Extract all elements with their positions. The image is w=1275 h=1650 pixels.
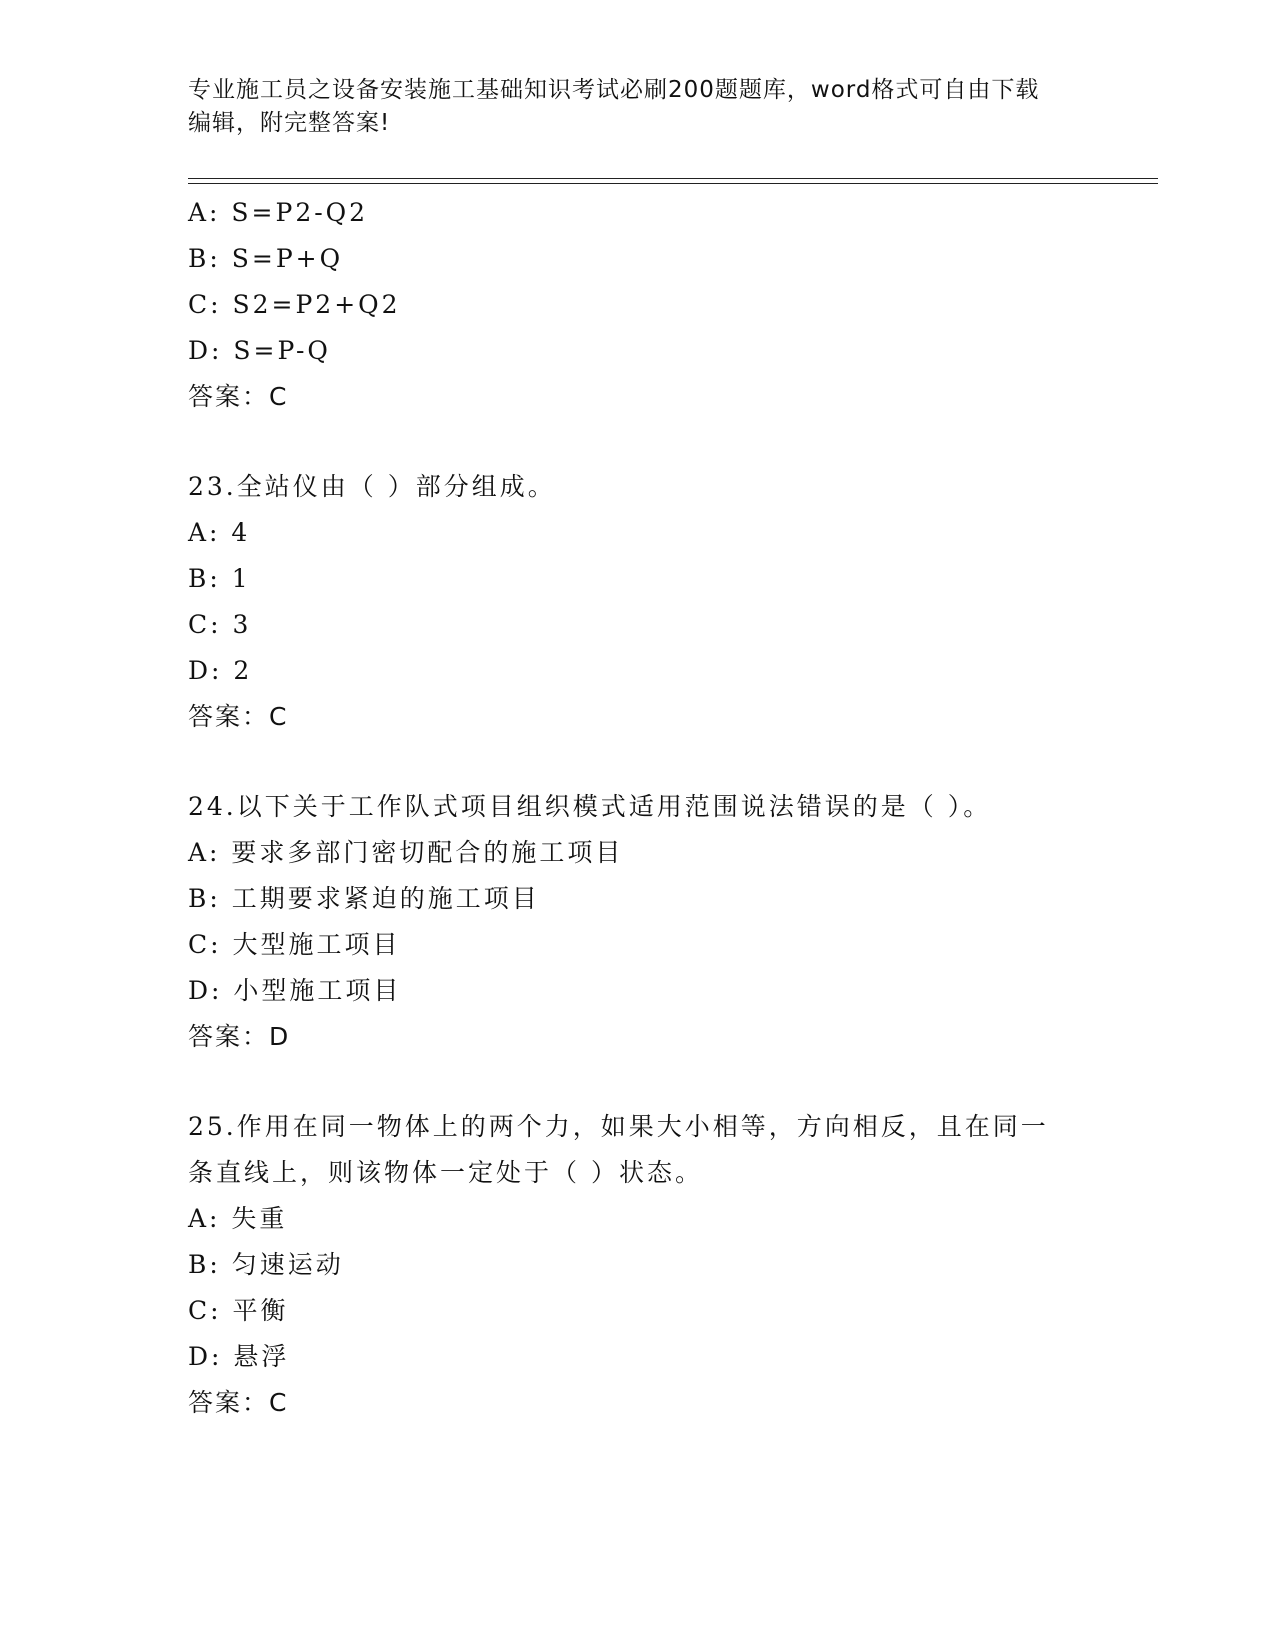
option-c: C: 平衡 [188, 1296, 289, 1325]
question-23 [188, 464, 1088, 740]
option-c: C: S2=P2+Q2 [188, 290, 401, 319]
document-header [188, 74, 1088, 140]
answer-line: 答案：D [188, 1022, 291, 1051]
option-d: D: S=P-Q [188, 336, 331, 365]
question-22-continued [188, 190, 1088, 420]
option-c: C: 3 [188, 610, 252, 639]
question-stem [188, 784, 1088, 830]
question-list [188, 190, 1088, 1426]
option-a: A: 4 [188, 518, 251, 547]
header-title-line-2: 编辑，附完整答案! [188, 110, 391, 136]
question-25 [188, 1104, 1088, 1426]
option-d: D: 悬浮 [188, 1342, 290, 1371]
question-stem-line: 23.全站仪由（ ）部分组成。 [188, 472, 556, 501]
option-d: D: 2 [188, 656, 253, 685]
option-b: B: 1 [188, 564, 251, 593]
option-b: B: S=P+Q [188, 244, 344, 273]
question-stem-line: 25.作用在同一物体上的两个力，如果大小相等，方向相反，且在同一 [188, 1112, 1049, 1141]
answer-line: 答案：C [188, 1388, 289, 1417]
option-c: C: 大型施工项目 [188, 930, 401, 959]
answer-line: 答案：C [188, 702, 289, 731]
option-a: A: 要求多部门密切配合的施工项目 [188, 838, 624, 867]
header-divider-bottom [188, 183, 1158, 184]
question-stem-line: 条直线上，则该物体一定处于（ ）状态。 [188, 1158, 703, 1187]
question-24 [188, 784, 1088, 1060]
header-title-line-1: 专业施工员之设备安装施工基础知识考试必刷200题题库，word格式可自由下载 [188, 77, 1040, 103]
answer-line: 答案：C [188, 382, 289, 411]
question-stem [188, 464, 1088, 510]
question-stem-line: 24.以下关于工作队式项目组织模式适用范围说法错误的是（ ）。 [188, 792, 992, 821]
option-a: A: S=P2-Q2 [188, 198, 369, 227]
option-b: B: 工期要求紧迫的施工项目 [188, 884, 540, 913]
option-a: A: 失重 [188, 1204, 288, 1233]
question-stem [188, 1104, 1088, 1196]
option-d: D: 小型施工项目 [188, 976, 402, 1005]
header-divider-top [188, 178, 1158, 179]
option-b: B: 匀速运动 [188, 1250, 344, 1279]
